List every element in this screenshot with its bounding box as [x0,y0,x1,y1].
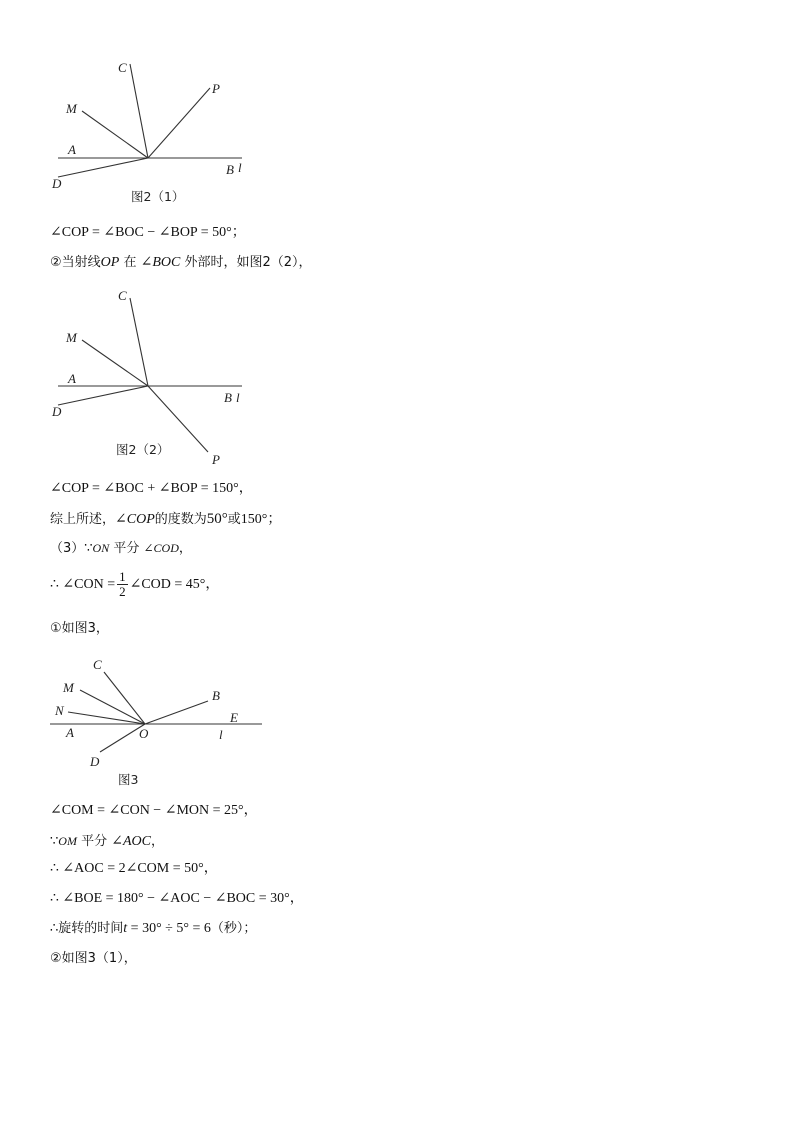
label-p: P [212,452,220,467]
label-e: E [230,710,238,725]
step-conclusion: 综上所述，∠COP的度数为50°或150°； [50,511,282,527]
label-b: B [226,162,234,177]
step-om-bisector: ∵OM 平分 ∠AOC， [50,834,164,849]
step-cop-difference: ∠COP = ∠BOC − ∠BOP = 50°； [50,225,246,240]
label-m: M [63,680,74,695]
step-case-outside: ②当射线OP 在 ∠BOC 外部时，如图2（2）， [50,255,312,270]
label-d: D [52,404,62,419]
label-l: l [238,160,242,175]
step-cop-sum: ∠COP = ∠BOC + ∠BOP = 150°， [50,481,253,496]
label-n: N [55,703,64,718]
label-c: C [118,60,127,75]
figure-2-1 [0,0,300,215]
figure-2-2 [0,280,300,470]
label-o: O [139,726,149,741]
label-b: B [224,390,232,405]
label-a: A [68,142,76,157]
step-case-fig3: ①如图3， [50,621,109,636]
label-l: l [219,727,223,742]
ray-od [58,386,148,405]
label-b: B [212,688,220,703]
ray-om [82,111,148,158]
ray-ob [145,701,208,724]
figure-caption: 图2（1） [131,189,185,204]
step-rotation-time: ∴旋转的时间t = 30° ÷ 5° = 6（秒）； [50,921,257,936]
ray-om [82,340,148,386]
label-m: M [66,330,77,345]
step-com: ∠COM = ∠CON − ∠MON = 25°， [50,803,258,818]
ray-oc [130,298,148,386]
step-aoc: ∴ ∠AOC = 2∠COM = 50°， [50,861,218,876]
ray-op [148,88,210,158]
step-case-fig3-1: ②如图3（1）， [50,951,137,966]
figure-caption: 图2（2） [116,442,170,457]
label-d: D [52,176,62,191]
label-a: A [68,371,76,386]
step-part3-bisector: （3）∵ON 平分 ∠COD， [50,541,192,556]
figure-caption: 图3 [118,772,139,787]
step-con-half: ∴ ∠CON = $\frac{1}{2}$ ∠COD = 45°， [50,569,220,599]
figure-3 [0,650,300,795]
label-c: C [118,288,127,303]
label-a: A [66,725,74,740]
step-boe: ∴ ∠BOE = 180° − ∠AOC − ∠BOC = 30°， [50,891,304,906]
ray-od [58,158,148,177]
fraction-one-half: $\frac{1}{2}$ [119,569,126,599]
label-p: P [212,81,220,96]
ray-oc [130,64,148,158]
label-c: C [93,657,102,672]
ray-oc [104,672,145,724]
label-m: M [66,101,77,116]
label-d: D [90,754,100,769]
label-l: l [236,390,240,405]
